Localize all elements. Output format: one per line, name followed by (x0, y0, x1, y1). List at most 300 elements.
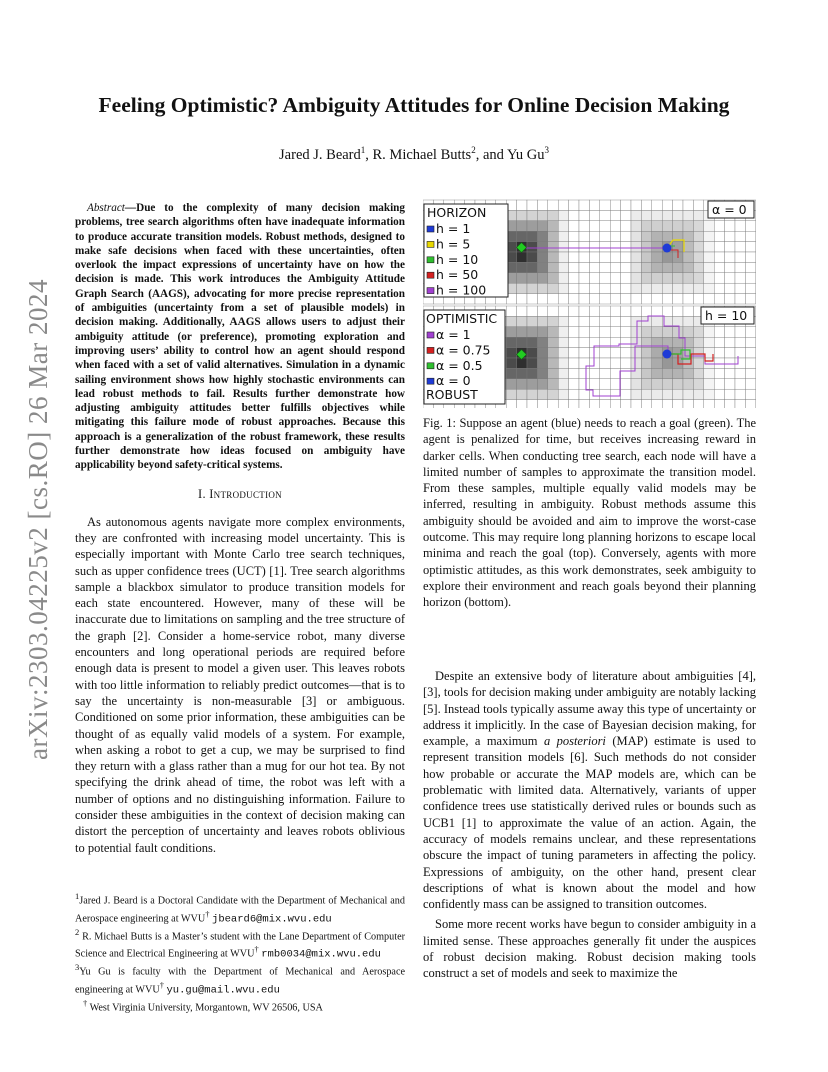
grid-cell (537, 348, 547, 358)
dagger-mark: † (83, 997, 88, 1008)
grid-cell (558, 358, 568, 368)
grid-cell (537, 210, 547, 220)
grid-cell (548, 389, 558, 399)
grid-cell (735, 262, 745, 272)
grid-cell (641, 368, 651, 378)
grid-cell (610, 348, 620, 358)
grid-cell (673, 262, 683, 272)
grid-cell (589, 273, 599, 283)
grid-cell (589, 327, 599, 337)
grid-cell (641, 210, 651, 220)
legend-label: h = 5 (436, 236, 471, 252)
footnote-mark: 1 (75, 891, 80, 901)
horizon-badge (701, 307, 754, 324)
grid-cell (683, 316, 693, 326)
grid-cell (517, 273, 527, 283)
grid-cell (683, 379, 693, 389)
grid-cell (631, 327, 641, 337)
grid-cell (579, 337, 589, 347)
grid-cell (693, 294, 703, 304)
legend-swatch (427, 226, 434, 232)
grid-cell (693, 283, 703, 293)
legend-swatch (427, 332, 434, 338)
grid-cell (745, 294, 755, 304)
grid-cell (537, 358, 547, 368)
grid-cell (558, 348, 568, 358)
grid-cell (548, 337, 558, 347)
grid-cell (631, 348, 641, 358)
grid-cell (527, 400, 537, 408)
grid-cell (600, 231, 610, 241)
grid-cell (745, 273, 755, 283)
grid-cell (714, 294, 724, 304)
grid-cell (652, 306, 662, 316)
grid-cell (600, 379, 610, 389)
grid-cell (506, 306, 516, 316)
grid-cell (673, 368, 683, 378)
grid-cell (631, 283, 641, 293)
footnote-3 (75, 961, 405, 997)
grid-cell (641, 306, 651, 316)
grid-cell (548, 316, 558, 326)
grid-cell (517, 221, 527, 231)
grid-cell (569, 316, 579, 326)
grid-cell (693, 221, 703, 231)
grid-cell (610, 210, 620, 220)
grid-cell (714, 400, 724, 408)
grid-cell (745, 242, 755, 252)
grid-cell (662, 306, 672, 316)
grid-cell (517, 316, 527, 326)
grid-cell (610, 327, 620, 337)
grid-cell (558, 252, 568, 262)
grid-cell (641, 327, 651, 337)
grid-cell (589, 316, 599, 326)
grid-cell (600, 283, 610, 293)
grid-cell (548, 400, 558, 408)
grid-cell (693, 252, 703, 262)
grid-cell (621, 368, 631, 378)
grid-cell (548, 327, 558, 337)
grid-cell (683, 306, 693, 316)
grid-cell (745, 368, 755, 378)
grid-cell (569, 389, 579, 399)
grid-cell (621, 327, 631, 337)
grid-cell (548, 283, 558, 293)
grid-cell (745, 221, 755, 231)
grid-cell (745, 358, 755, 368)
grid-cell (704, 262, 714, 272)
grid-cell (558, 337, 568, 347)
grid-cell (714, 262, 724, 272)
grid-cell (527, 368, 537, 378)
grid-cell (569, 379, 579, 389)
grid-cell (527, 242, 537, 252)
grid-cell (652, 210, 662, 220)
grid-cell (537, 337, 547, 347)
grid-cell (704, 400, 714, 408)
author-gu: Yu Gu (506, 146, 545, 163)
grid-cell (641, 262, 651, 272)
grid-cell (506, 358, 516, 368)
grid-cell (725, 294, 735, 304)
grid-cell (641, 283, 651, 293)
grid-cell (693, 400, 703, 408)
grid-cell (714, 389, 724, 399)
grid-cell (579, 252, 589, 262)
grid-cell (683, 294, 693, 304)
grid-cell (725, 348, 735, 358)
grid-cell (662, 231, 672, 241)
grid-cell (527, 294, 537, 304)
grid-cell (537, 294, 547, 304)
grid-cell (683, 252, 693, 262)
grid-cell (548, 262, 558, 272)
grid-cell (693, 337, 703, 347)
grid-cell (579, 316, 589, 326)
grid-cell (548, 200, 558, 210)
grid-cell (673, 327, 683, 337)
grid-cell (527, 327, 537, 337)
grid-cell (589, 306, 599, 316)
grid-cell (725, 221, 735, 231)
grid-cell (558, 294, 568, 304)
legend-swatch (427, 257, 434, 263)
grid-cell (693, 358, 703, 368)
grid-cell (548, 221, 558, 231)
grid-cell (662, 262, 672, 272)
grid-cell (704, 283, 714, 293)
grid-cell (735, 389, 745, 399)
dagger-mark: † (205, 908, 210, 919)
grid-cell (621, 273, 631, 283)
grid-cell (662, 221, 672, 231)
grid-cell (631, 389, 641, 399)
grid-cell (537, 306, 547, 316)
grid-cell (506, 348, 516, 358)
grid-cell (579, 231, 589, 241)
attitude-legend-top: OPTIMISTIC (426, 311, 498, 326)
grid-cell (537, 242, 547, 252)
grid-cell (652, 368, 662, 378)
grid-cell (537, 262, 547, 272)
grid-cell (527, 231, 537, 241)
grid-cell (517, 210, 527, 220)
grid-cell (704, 327, 714, 337)
grid-cell (537, 327, 547, 337)
grid-cell (745, 389, 755, 399)
grid-cell (548, 294, 558, 304)
grid-cell (537, 221, 547, 231)
grid-cell (621, 231, 631, 241)
grid-cell (517, 327, 527, 337)
grid-cell (537, 389, 547, 399)
grid-cell (569, 368, 579, 378)
grid-cell (517, 389, 527, 399)
grid-cell (725, 327, 735, 337)
grid-cell (735, 294, 745, 304)
grid-cell (735, 348, 745, 358)
grid-cell (569, 306, 579, 316)
grid-cell (631, 221, 641, 231)
grid-cell (506, 400, 516, 408)
grid-cell (735, 242, 745, 252)
grid-cell (631, 368, 641, 378)
grid-cell (631, 294, 641, 304)
grid-cell (745, 337, 755, 347)
footnote-text: Yu Gu is faculty with the Department of Mechanical and Aerospace engineering at WVU (75, 966, 405, 996)
grid-cell (673, 210, 683, 220)
grid-cell (673, 400, 683, 408)
grid-cell (558, 306, 568, 316)
grid-cell (600, 200, 610, 210)
grid-cell (558, 242, 568, 252)
grid-cell (610, 368, 620, 378)
grid-cell (652, 389, 662, 399)
footnote-mark: 2 (75, 926, 80, 937)
arxiv-identifier: arXiv:2303.04225v2 [cs.RO] 26 Mar 2024 (23, 279, 53, 760)
grid-cell (621, 262, 631, 272)
grid-cell (725, 242, 735, 252)
grid-cell (714, 242, 724, 252)
grid-cell (621, 358, 631, 368)
grid-cell (506, 316, 516, 326)
grid-cell (652, 262, 662, 272)
grid-cell (517, 262, 527, 272)
grid-cell (569, 358, 579, 368)
grid-cell (579, 327, 589, 337)
email-link[interactable]: jbeard6@mix.wvu.edu (212, 913, 332, 926)
grid-cell (537, 379, 547, 389)
abstract (75, 201, 405, 473)
grid-cell (652, 327, 662, 337)
grid-cell (621, 400, 631, 408)
grid-cell (610, 316, 620, 326)
grid-cell (631, 316, 641, 326)
grid-cell (548, 348, 558, 358)
grid-cell (600, 348, 610, 358)
grid-cell (527, 306, 537, 316)
grid-cell (537, 273, 547, 283)
grid-cell (589, 221, 599, 231)
grid-cell (652, 348, 662, 358)
grid-cell (600, 221, 610, 231)
grid-cell (662, 252, 672, 262)
grid-cell (745, 379, 755, 389)
footnote-2 (75, 926, 405, 962)
grid-cell (673, 221, 683, 231)
grid-cell (725, 273, 735, 283)
grid-cell (579, 200, 589, 210)
grid-cell (579, 210, 589, 220)
grid-cell (621, 306, 631, 316)
grid-cell (610, 221, 620, 231)
grid-cell (610, 262, 620, 272)
grid-cell (631, 231, 641, 241)
figure-1 (423, 196, 756, 408)
grid-cell (506, 327, 516, 337)
grid-cell (714, 221, 724, 231)
footnote-text: R. Michael Butts is a Master’s student with the Lane Department of Computer Science and Electrical Engineering at WVU (75, 930, 405, 960)
grid-cell (621, 210, 631, 220)
grid-cell (589, 200, 599, 210)
intro-paragraph: As autonomous agents navigate more complex environments, they are confronted with increasing model uncertainty. This is especially important with Monte Carlo tree search techniques, such as upper confidence trees (UCT) [1]. Tree search algorithms sample a blackbox simulator to produce transition models for each state encountered. However, many of these will be inaccurate due to limitations on sampling and the tree structure of the graph [2]. Consider a home-service robot, many diverse encounters and long operational periods are required before enough data is present to model a given user. This leaves robots with too little information to reliably predict outcomes—that is to say the uncertainty is non-measurable [3] or ambiguous. Conditioned on some prior information, these ambiguities can be thought of as equally valid models of a system. For example, when asking a robot to get a cup, we may be surprised to find they return with a glass rather than a mug for our hot tea. By not specifying the drink ahead of time, the robot was left with a number of options and no distinguishing information. Failure to consider these ambiguities in the context of decision making can distort the perception of uncertainty and leaves robots oblivious to potential fault conditions. (75, 514, 405, 855)
grid-cell (558, 200, 568, 210)
grid-cell (693, 327, 703, 337)
grid-cell (558, 327, 568, 337)
grid-cell (621, 337, 631, 347)
grid-cell (548, 306, 558, 316)
paragraph-text: Despite an extensive body of literature about ambiguities [4], [3], tools for decision making under ambiguity are notably lacking [5]. Instead tools typically assume away this type of uncertainty or address it implicitly. In the case of Bayesian decision making, for example, a maximum (423, 669, 756, 749)
grid-cell (683, 262, 693, 272)
grid-cell (537, 252, 547, 262)
grid-cell (610, 358, 620, 368)
grid-cell (621, 316, 631, 326)
grid-cell (725, 231, 735, 241)
grid-cell (704, 242, 714, 252)
grid-cell (548, 368, 558, 378)
grid-cell (683, 389, 693, 399)
grid-cell (662, 294, 672, 304)
grid-cell (745, 348, 755, 358)
grid-cell (579, 389, 589, 399)
grid-cell (517, 252, 527, 262)
figure-caption: Fig. 1: Suppose an agent (blue) needs to reach a goal (green). The agent is penalized for time, but receives increasing reward in darker cells. When conducting tree search, each node will have a limited number of samples to approximate the transition model. From these samples, multiple equally valid models may be inferred, resulting in ambiguity. Robust methods assume this ambiguity should be avoided and aim to improve the worst-case outcome. This may require long planning horizons to escape local minima and reach the goal (top). Conversely, agents with more optimistic attitudes, as this work demonstrates, seek ambiguity to explore their environment and reach goals beyond their planning horizon (bottom). (423, 416, 756, 610)
grid-cell (714, 348, 724, 358)
grid-cell (600, 262, 610, 272)
footnote-text: West Virginia University, Morgantown, WV 26506, USA (87, 1002, 323, 1014)
grid-cell (589, 379, 599, 389)
right-paragraph-2: Some more recent works have begun to consider ambiguity in a limited sense. These approaches generally fit under the auspices of robust decision making. Robust decision making tools construct a set of models and seek to maximize the (423, 917, 756, 981)
grid-cell (527, 252, 537, 262)
grid-cell (714, 379, 724, 389)
grid-cell (589, 389, 599, 399)
grid-cell (600, 273, 610, 283)
grid-cell (506, 379, 516, 389)
grid-cell (704, 294, 714, 304)
abstract-dash: — (124, 202, 137, 214)
grid-cell (527, 358, 537, 368)
grid-cell (527, 379, 537, 389)
grid-cell (527, 283, 537, 293)
grid-cell (714, 337, 724, 347)
legend-label: α = 0.5 (436, 357, 483, 373)
grid-cell (527, 389, 537, 399)
grid-cell (735, 327, 745, 337)
author-line (0, 145, 828, 164)
grid-cell (579, 306, 589, 316)
grid-cell (683, 368, 693, 378)
grid-cell (548, 242, 558, 252)
grid-cell (725, 400, 735, 408)
grid-cell (579, 283, 589, 293)
footnote-1 (75, 890, 405, 926)
grid-cell (631, 400, 641, 408)
grid-cell (662, 389, 672, 399)
grid-cell (569, 337, 579, 347)
horizon-legend (424, 204, 508, 298)
grid-cell (548, 273, 558, 283)
grid-cell (745, 400, 755, 408)
legend-swatch (427, 378, 434, 384)
grid-cell (673, 273, 683, 283)
grid-cell (610, 283, 620, 293)
grid-cell (558, 283, 568, 293)
legend-label: h = 10 (436, 251, 479, 267)
grid-cell (569, 242, 579, 252)
grid-cell (641, 252, 651, 262)
grid-cell (579, 294, 589, 304)
grid-cell (745, 283, 755, 293)
grid-cell (517, 400, 527, 408)
grid-cell (704, 368, 714, 378)
grid-cell (610, 242, 620, 252)
grid-cell (621, 283, 631, 293)
grid-cell (683, 273, 693, 283)
agent-top (663, 244, 672, 253)
grid-cell (569, 262, 579, 272)
email-link[interactable]: yu.gu@mail.wvu.edu (166, 984, 280, 997)
grid-cell (579, 368, 589, 378)
grid-cell (673, 283, 683, 293)
grid-cell (735, 252, 745, 262)
grid-cell (662, 200, 672, 210)
grid-cell (517, 368, 527, 378)
grid-cell (569, 400, 579, 408)
grid-cell (693, 242, 703, 252)
grid-cell (600, 358, 610, 368)
grid-cell (704, 221, 714, 231)
grid-cell (558, 400, 568, 408)
grid-cell (610, 294, 620, 304)
grid-cell (527, 273, 537, 283)
grid-cell (735, 221, 745, 231)
grid-cell (558, 231, 568, 241)
legend-swatch (427, 272, 434, 278)
grid-cell (558, 368, 568, 378)
grid-cell (517, 231, 527, 241)
grid-cell (652, 294, 662, 304)
grid-cell (693, 210, 703, 220)
grid-cell (569, 294, 579, 304)
grid-cell (610, 200, 620, 210)
grid-cell (569, 252, 579, 262)
grid-cell (652, 316, 662, 326)
grid-cell (631, 273, 641, 283)
legend-swatch (427, 347, 434, 353)
attitude-legend-bottom: ROBUST (426, 387, 478, 402)
grid-cell (621, 200, 631, 210)
grid-cell (745, 252, 755, 262)
grid-cell (641, 200, 651, 210)
grid-cell (548, 252, 558, 262)
grid-cell (631, 306, 641, 316)
grid-cell (517, 294, 527, 304)
grid-cell (537, 316, 547, 326)
author-affil-mark: 1 (360, 145, 366, 155)
grid-cell (641, 389, 651, 399)
grid-cell (558, 221, 568, 231)
grid-cell (641, 316, 651, 326)
grid-cell (704, 273, 714, 283)
grid-cell (589, 242, 599, 252)
grid-cell (621, 221, 631, 231)
grid-cell (631, 210, 641, 220)
grid-cell (589, 294, 599, 304)
email-link[interactable]: rmb0034@mix.wvu.edu (261, 948, 381, 961)
grid-cell (621, 252, 631, 262)
grid-cell (693, 389, 703, 399)
